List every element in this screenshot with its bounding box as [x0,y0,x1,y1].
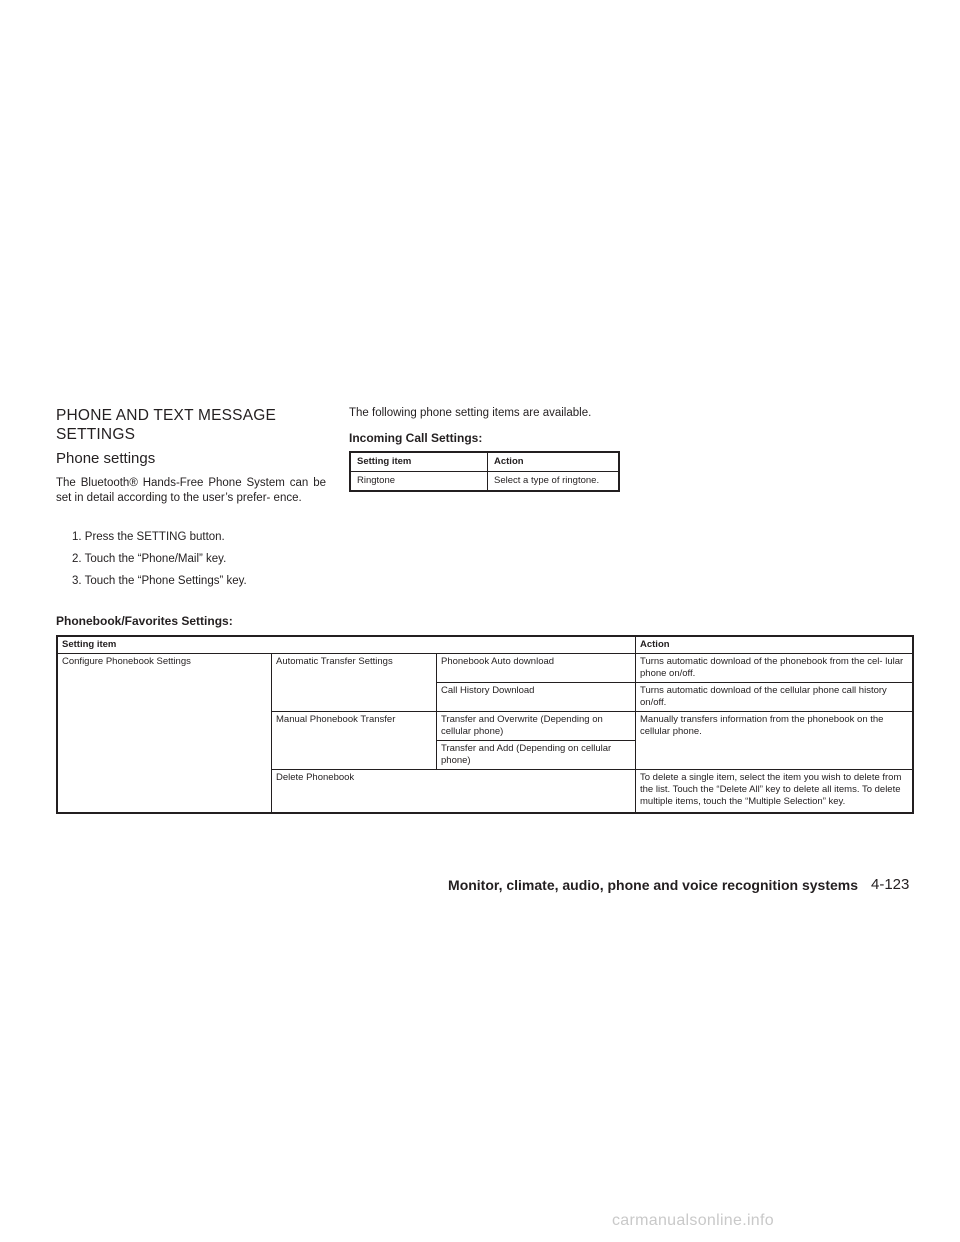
step-item: 1. Press the SETTING button. [72,531,225,543]
incoming-call-table [349,451,620,492]
intro-paragraph: The Bluetooth® Hands-Free Phone System can be set in detail according to the user’s prefer- ence. [56,477,326,504]
table-row [350,472,619,492]
table-cell: Turns automatic download of the cellular phone call history on/off. [636,683,914,712]
table-header-row [350,452,619,472]
table-cell: To delete a single item, select the item you wish to delete from the list. Touch the “Delete All” key to delete all items. To delete multiple items, touch the “Multiple Selection” key. [636,770,914,814]
table-cell: Transfer and Overwrite (Depending on cellular phone) [437,712,636,741]
section-title: PHONE AND TEXT MESSAGE SETTINGS [56,407,277,443]
page-number: 4-123 [871,876,910,893]
subsection-title: Phone settings [56,450,156,467]
table-cell: Ringtone [350,472,488,492]
watermark: carmanualsonline.info [612,1212,774,1229]
header-setting-item: Setting item [57,636,636,654]
table-cell: Delete Phonebook [272,770,636,814]
header-action: Action [488,452,620,472]
table-header-row [57,636,913,654]
available-items-text: The following phone setting items are available. [349,407,592,419]
header-action: Action [636,636,914,654]
footer-section-title: Monitor, climate, audio, phone and voice recognition systems [448,877,858,893]
table-cell: Manually transfers information from the phonebook on the cellular phone. [636,712,914,770]
phonebook-table [56,635,914,814]
table-cell: Call History Download [437,683,636,712]
phonebook-heading: Phonebook/Favorites Settings: [56,614,233,628]
steps-list [72,530,247,596]
table-cell: Transfer and Add (Depending on cellular phone) [437,741,636,770]
table-row [57,654,913,683]
table-cell: Manual Phonebook Transfer [272,712,437,770]
step-item: 3. Touch the “Phone Settings” key. [72,575,247,587]
table-cell: Phonebook Auto download [437,654,636,683]
table-cell: Turns automatic download of the phonebook from the cel- lular phone on/off. [636,654,914,683]
step-item: 2. Touch the “Phone/Mail” key. [72,553,227,565]
table-cell: Configure Phonebook Settings [57,654,272,814]
header-setting-item: Setting item [350,452,488,472]
incoming-call-heading: Incoming Call Settings: [349,431,483,445]
table-cell: Automatic Transfer Settings [272,654,437,712]
table-cell: Select a type of ringtone. [488,472,620,492]
